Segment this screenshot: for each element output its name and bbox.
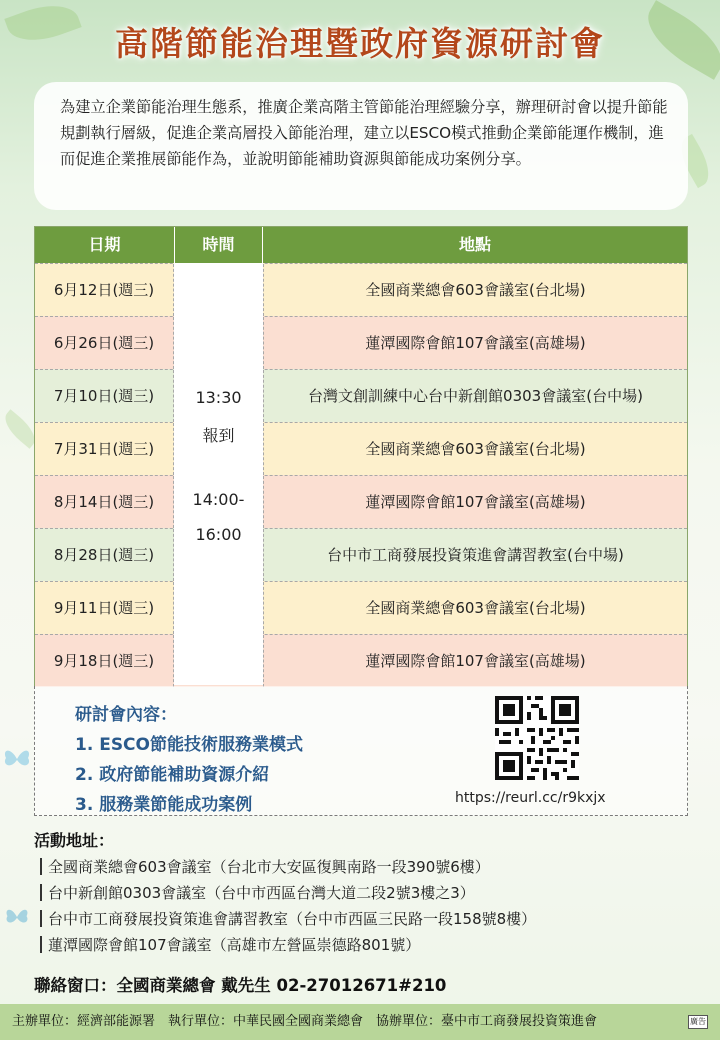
row-place: 台灣文創訓練中心台中新創館0303會議室(台中場) [263,370,687,422]
address-item [34,932,694,958]
address-item [34,906,694,932]
row-date: 9月11日(週三) [35,582,174,634]
row-date: 7月31日(週三) [35,423,174,475]
table-row [35,316,687,369]
row-place: 全國商業總會603會議室(台北場) [263,423,687,475]
time-checkin: 13:30 [195,388,242,407]
table-row [35,581,687,634]
address-title: 活動地址： [34,831,115,850]
row-place: 全國商業總會603會議室(台北場) [263,582,687,634]
intro-text: 為建立企業節能治理生態系，推廣企業高階主管節能治理經驗分享，辦理研討會以提升節能規劃執行層級，促進企業高層投入節能治理，建立以ESCO模式推動企業節能運作機制，進而促進企業推展節能作為，並說明節能補助資源與節能成功案例分享。 [34,82,688,210]
time-session-start: 14:00- [192,490,245,509]
content-item: 3. 服務業節能成功案例 [75,795,253,815]
divider [40,936,42,953]
table-row [35,369,687,422]
butterfly-icon [4,904,30,930]
address-text: 台中新創館0303會議室（台中市西區台灣大道二段2號3樓之3） [48,884,475,902]
address-item [34,854,694,880]
address-section [34,828,694,958]
header-date: 日期 [88,235,121,254]
row-place: 蓮潭國際會館107會議室(高雄場) [263,635,687,687]
header-place: 地點 [458,235,491,254]
row-place: 蓮潭國際會館107會議室(高雄場) [263,476,687,528]
row-date: 8月14日(週三) [35,476,174,528]
row-date: 7月10日(週三) [35,370,174,422]
table-row [35,422,687,475]
row-place: 蓮潭國際會館107會議室(高雄場) [263,317,687,369]
time-checkin-label: 報到 [202,426,235,445]
address-item [34,880,694,906]
row-place: 台中市工商發展投資策進會講習教室(台中場) [263,529,687,581]
address-text: 全國商業總會603會議室（台北市大安區復興南路一段390號6樓） [48,858,490,876]
butterfly-icon [2,744,32,774]
row-date: 9月18日(週三) [35,635,174,687]
content-item: 2. 政府節能補助資源介紹 [75,765,270,785]
content-title: 研討會內容： [75,705,177,725]
row-date: 6月26日(週三) [35,317,174,369]
divider [40,884,42,901]
address-text: 台中市工商發展投資策進會講習教室（台中市西區三民路一段158號8樓） [48,910,537,928]
qr-code-icon[interactable] [495,696,579,780]
content-item: 1. ESCO節能技術服務業模式 [75,735,303,755]
registration-url[interactable]: https://reurl.cc/r9kxjx [455,790,606,806]
table-row [35,634,687,687]
row-date: 6月12日(週三) [35,264,174,316]
table-row [35,528,687,581]
footer-organizers: 主辦單位：經濟部能源署 執行單位：中華民國全國商業總會 協辦單位：臺中市工商發展投資策進會 [12,1014,598,1029]
header-time: 時間 [174,227,263,263]
content-box [34,686,688,816]
ad-badge: 廣告 [688,1015,708,1029]
footer [0,1004,720,1040]
schedule-table [34,226,688,686]
table-row [35,475,687,528]
time-session-end: 16:00 [195,525,242,544]
address-text: 蓮潭國際會館107會議室（高雄市左營區崇德路801號） [48,936,421,954]
schedule-header [35,227,687,263]
divider [40,858,42,875]
contact-info: 聯絡窗口：全國商業總會 戴先生 02-27012671#210 [34,976,447,995]
row-date: 8月28日(週三) [35,529,174,581]
page-title: 高階節能治理暨政府資源研討會 [115,24,605,63]
row-place: 全國商業總會603會議室(台北場) [263,264,687,316]
time-cell [174,263,263,685]
divider [40,910,42,927]
table-row [35,263,687,316]
